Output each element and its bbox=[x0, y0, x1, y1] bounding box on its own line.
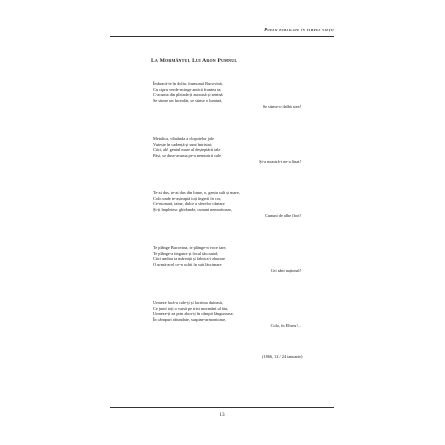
verse-line: Vuiește în cadență și sunt întristat; bbox=[153, 141, 213, 147]
verse-line: Căci, ah! geniul mare al deșteptării tale bbox=[153, 147, 221, 153]
verse-line: Căci umbra ta măreață și falnica-i zburare bbox=[153, 256, 226, 262]
stanza bbox=[153, 190, 353, 219]
verse-line: Și-ți împletesc ghirlande, cununi nemuritoare, bbox=[153, 207, 232, 213]
stanza bbox=[153, 300, 353, 329]
verse-line: Te plânge-a tinguire și locul tău natal; bbox=[153, 250, 219, 256]
verse-line: Metalica, vibrânda a clopotelor jale bbox=[153, 136, 214, 141]
verse-line: Păși, se duse-acuma pe-a nemuririi cale bbox=[153, 153, 222, 159]
stanza bbox=[153, 245, 353, 274]
verse-refrain: Se stinse-o dalbă stea! bbox=[262, 103, 301, 109]
verse-refrain: Cei sânt național! bbox=[270, 267, 301, 273]
verse-line: Colo unde te-așteaptă toți îngerii în cor, bbox=[153, 195, 222, 201]
verse-refrain: Colo, în Eliseu!... bbox=[270, 322, 301, 328]
verse-line: O urmă-acel ce-n ochii în suit lăcrimare bbox=[153, 262, 222, 268]
stanza bbox=[153, 81, 353, 110]
verse-line: Te-ai dus, te-ai dus din lume, o, geniu sult și mare, bbox=[153, 190, 240, 195]
verse-refrain: Și-a noastră-i ne-a lăsat! bbox=[259, 158, 301, 164]
verse-line: C-acuma din pleiada-ți auroasă și senină bbox=[153, 92, 223, 98]
verse-line: Se stinse un luceafăr, se stinse o lumină, bbox=[153, 98, 223, 104]
running-head: Poezii publicate în timpul vieții bbox=[264, 27, 334, 32]
verse-line: În câmpuri rătundate, suspine-armonioase, bbox=[153, 317, 227, 323]
verse-line: Te plânge Bucovina, te plânge-n voce tare, bbox=[153, 245, 227, 250]
verse-line: Cu cipru verde-ncinge antică fruntea ta; bbox=[153, 86, 222, 92]
verse-refrain: Cununi de albe flori! bbox=[265, 212, 301, 218]
verse-line: Urmeze-ți ea prin zbor-ți în câmpii lânguroase, bbox=[153, 311, 234, 317]
page-number: 13 bbox=[219, 412, 225, 418]
verse-line: Urmeze lacă-a cale-ți și lacrima duioasă, bbox=[153, 300, 223, 305]
footer-rule bbox=[110, 407, 334, 408]
verse-line: Ce-ntonară, taine, dulce a sferelor cântare bbox=[153, 201, 225, 207]
poem-title: La Mormântul Lui Aron Pumnul bbox=[151, 58, 238, 64]
stanza bbox=[153, 136, 353, 165]
header-rule bbox=[110, 36, 334, 37]
verse-line: Ce junii toți o varsă pe trist mormânt ul tău, bbox=[153, 305, 229, 311]
verse-line: Îmbracă-te în doliu, frumoasă Bucovină, bbox=[153, 81, 223, 86]
poem-date: (1866, 12 / 24 ianuarie) bbox=[262, 354, 303, 359]
